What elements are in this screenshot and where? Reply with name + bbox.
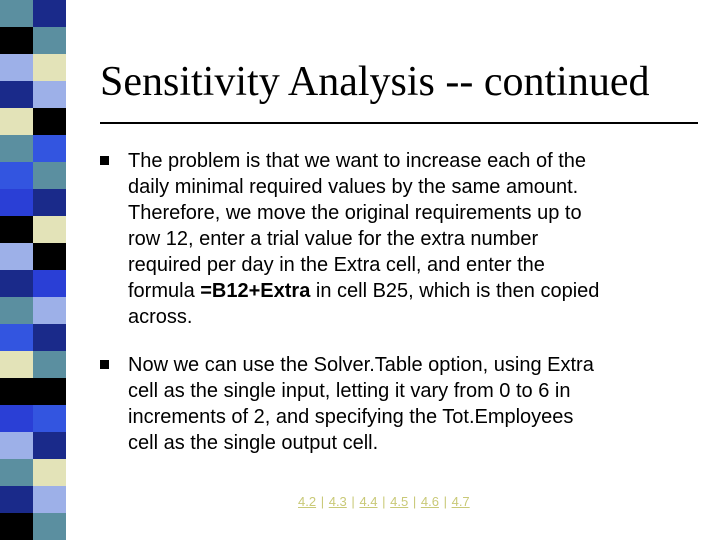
decorative-bar-square [0,432,33,459]
nav-link-4-2[interactable]: 4.2 [298,494,317,509]
nav-link-4-3[interactable]: 4.3 [328,494,347,509]
bullet-line: row 12, enter a trial value for the extra number [128,228,539,250]
nav-separator: | [351,494,355,509]
nav-separator: | [412,494,417,509]
decorative-bar-square [0,378,33,405]
decorative-bar-square [0,324,33,351]
bullet-line: cell as the single output cell. [128,432,379,454]
decorative-bar-square [0,351,33,378]
decorative-bar-square [33,54,66,81]
nav-link-4-6[interactable]: 4.6 [420,494,439,509]
decorative-bar-square [0,243,33,270]
decorative-bar-square [0,216,33,243]
bullet-line: cell as the single input, letting it vary from 0 to 6 in [128,380,571,402]
decorative-bar-square [0,54,33,81]
bullet-line: The problem is that we want to increase each of the [128,150,587,172]
bullet-text [128,148,698,330]
bullet-line: across. [128,306,193,328]
bullet-text [128,352,698,456]
decorative-bar-square [33,405,66,432]
slide-nav-links [298,494,470,509]
decorative-bar-square [33,0,66,27]
bullet-line: Therefore, we move the original requirements up to [128,202,582,224]
decorative-bar-square [33,324,66,351]
decorative-bar-square [33,27,66,54]
decorative-bar-square [33,459,66,486]
formula-text: =B12+Extra [200,280,311,302]
decorative-bar-square [0,135,33,162]
decorative-bar-square [33,216,66,243]
nav-link-4-7[interactable]: 4.7 [451,494,470,509]
decorative-bar-column-left [0,0,33,540]
decorative-bar-square [33,486,66,513]
bullet-line: daily minimal required values by the same amount. [128,176,579,198]
bullet-line: increments of 2, and specifying the Tot.Employees [128,406,574,428]
decorative-bar-square [33,351,66,378]
decorative-bar-square [0,162,33,189]
decorative-bar-square [33,513,66,540]
slide-title: Sensitivity Analysis -- continued [100,59,650,105]
nav-link-4-5[interactable]: 4.5 [390,494,409,509]
nav-separator: | [382,494,386,509]
decorative-bar-square [33,432,66,459]
bullet-line: required per day in the Extra cell, and enter the [128,254,545,276]
decorative-bar-square [0,270,33,297]
decorative-bar-square [33,243,66,270]
decorative-bar-square [33,270,66,297]
decorative-bar-square [0,27,33,54]
bullet-line-formula [128,278,698,304]
decorative-left-bar [0,0,66,540]
nav-separator: | [443,494,447,509]
decorative-bar-square [0,459,33,486]
decorative-bar-square [33,81,66,108]
decorative-bar-square [33,108,66,135]
decorative-bar-square [0,81,33,108]
bullet-square-icon [100,360,109,369]
nav-separator: | [320,494,325,509]
formula-suffix: in cell B25, which is then copied [310,280,600,302]
decorative-bar-square [0,108,33,135]
decorative-bar-square [0,0,33,27]
decorative-bar-column-right [33,0,66,540]
decorative-bar-square [33,297,66,324]
decorative-bar-square [0,405,33,432]
decorative-bar-square [0,297,33,324]
decorative-bar-square [33,135,66,162]
decorative-bar-square [0,189,33,216]
title-underline [100,122,698,124]
decorative-bar-square [33,162,66,189]
decorative-bar-square [33,189,66,216]
bullet-square-icon [100,156,109,165]
nav-link-4-4[interactable]: 4.4 [359,494,378,509]
decorative-bar-square [0,513,33,540]
bullet-line: Now we can use the Solver.Table option, using Extra [128,354,594,376]
decorative-bar-square [33,378,66,405]
formula-prefix: formula [128,280,201,302]
decorative-bar-square [0,486,33,513]
